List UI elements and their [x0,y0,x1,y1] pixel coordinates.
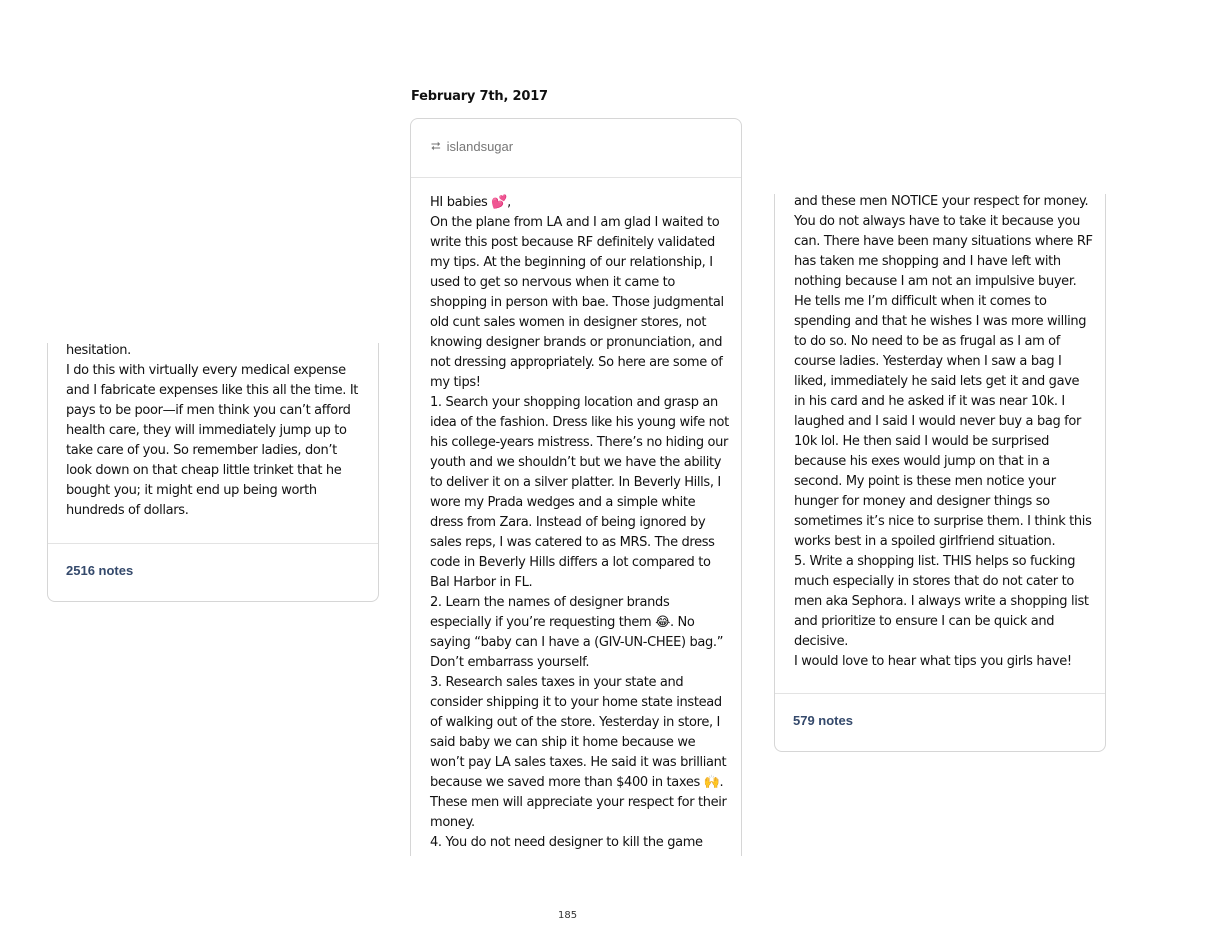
post-paragraph: On the plane from LA and I am glad I waited to write this post because RF definitely validated my tips. At the beginning of our relationship, I used to get so nervous when it came to shopping in person with bae. Those judgmental old cunt sales women in designer stores, not knowing designer brands or pronunciation, and not dressing appropriately. So here are some of my tips! [430,215,724,390]
post-body [66,341,366,521]
post-card-middle [410,118,742,878]
post-footer [48,543,378,601]
post-paragraph: 4. You do not need designer to kill the game [430,835,703,850]
reblog-username[interactable]: islandsugar [446,139,514,154]
post-body [794,192,1094,672]
post-body [430,193,730,853]
post-paragraph: 1. Search your shopping location and grasp an idea of the fashion. Dress like his young wife not his college-years mistress. There’s no hiding our youth and we shouldn’t but we have the ability to deliver it on a silver platter. In Beverly Hills, I wore my Prada wedges and a simple white dress from Zara. Instead of being ignored by sales reps, I was catered to as MRS. The dress code in Beverly Hills differs a lot compared to Bal Harbor in FL. [430,395,729,590]
post-header [411,119,741,178]
post-footer [775,693,1105,751]
page-clip-mask [400,856,760,896]
page-number: 185 [558,910,578,921]
post-paragraph: hesitation. [66,343,131,358]
post-paragraph: I would love to hear what tips you girls have! [794,654,1072,669]
post-date: February 7th, 2017 [411,89,548,104]
reblog-icon: ⮂ [431,139,441,153]
post-paragraph: and these men NOTICE your respect for money. You do not always have to take it because you can. There have been many situations where RF has taken me shopping and I have left with nothing because I am not an impulsive buyer. He tells me I’m difficult when it comes to spending and that he wishes I was more willing to do so. No need to be as frugal as I am of course ladies. Yesterday when I saw a bag I liked, immediately he said lets get it and gave in his card and he asked if it was near 10k. I laughed and I said I would never buy a bag for 10k lol. He then said I would be surprised because his exes would jump on that in a second. My point is these men notice your hunger for money and designer things so sometimes it’s nice to surprise them. I think this works best in a spoiled girlfriend situation. [794,194,1093,549]
post-paragraph: 3. Research sales taxes in your state and consider shipping it to your home state instead of walking out of the store. Yesterday in store, I said baby we can ship it home because we won’t pay LA sales taxes. He said it was brilliant because we saved more than $400 in taxes 🙌. These men will appreciate your respect for their money. [430,675,727,830]
post-paragraph: 2. Learn the names of designer brands especially if you’re requesting them 😂. No saying “baby can I have a (GIV-UN-CHEE) bag.” Don’t embarrass yourself. [430,595,724,670]
post-paragraph: 5. Write a shopping list. THIS helps so fucking much especially in stores that do not cater to men aka Sephora. I always write a shopping list and prioritize to ensure I can be quick and decisive. [794,554,1089,649]
post-card-left [47,343,379,602]
post-card-right [774,194,1106,752]
reblog-attribution[interactable] [431,139,513,154]
notes-count-link[interactable]: 579 notes [793,713,853,728]
notes-count-link[interactable]: 2516 notes [66,563,134,578]
post-paragraph: I do this with virtually every medical expense and I fabricate expenses like this all the time. It pays to be poor—if men think you can’t afford health care, they will immediately jump up to take care of you. So remember ladies, don’t look down on that cheap little trinket that he bought you; it might end up being worth hundreds of dollars. [66,363,359,518]
post-paragraph: HI babies 💕, [430,195,511,210]
